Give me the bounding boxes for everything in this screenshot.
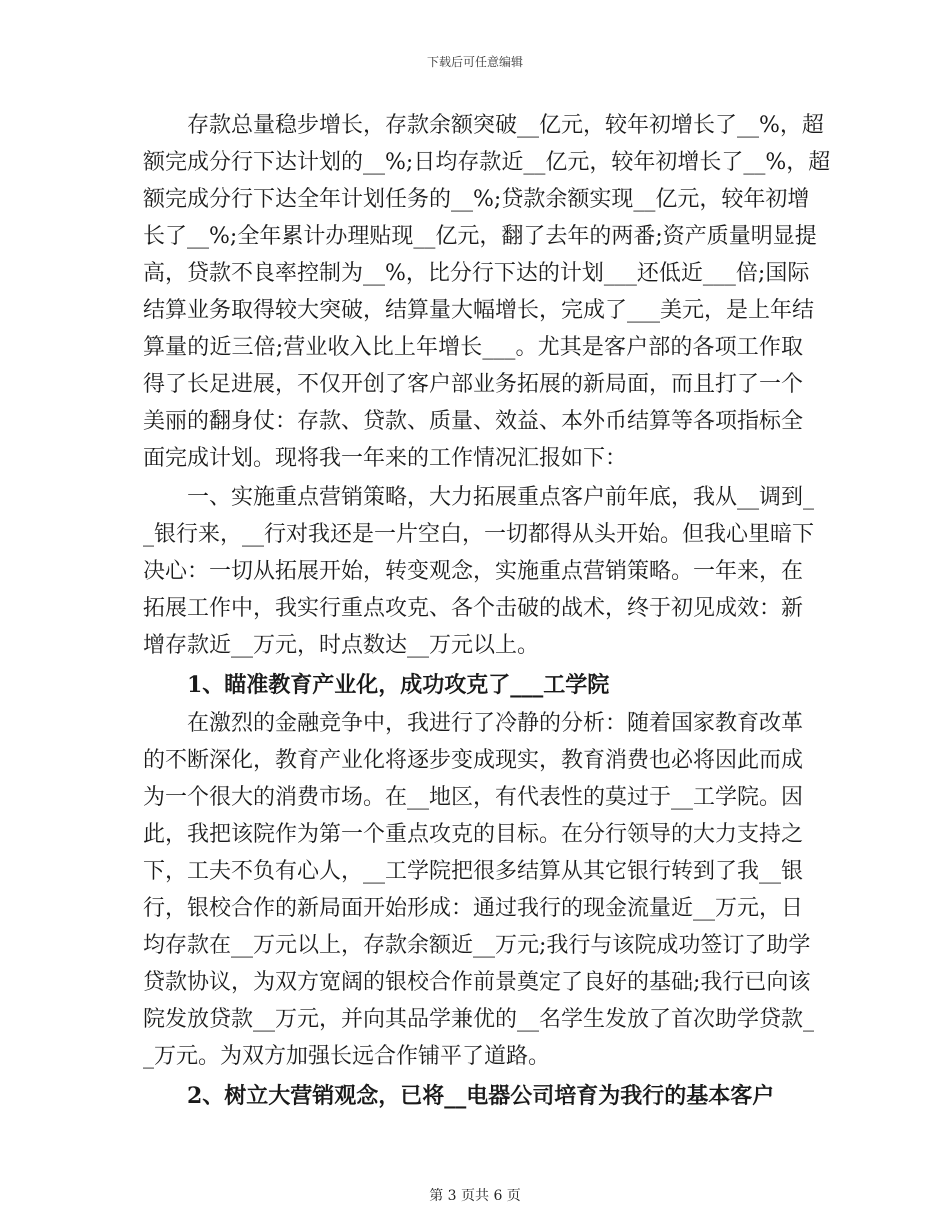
paragraph-line: 行，银校合作的新局面开始形成：通过我行的现金流量近__万元，日 <box>143 896 804 921</box>
paragraph-line: 得了长足进展，不仅开创了客户部业务拓展的新局面，而且打了一个 <box>143 372 804 397</box>
paragraph-line: 为一个很大的消费市场。在__地区，有代表性的莫过于__工学院。因 <box>143 785 804 810</box>
paragraph-line: 额完成分行下达计划的__%;日均存款近__亿元，较年初增长了__%，超 <box>143 150 831 175</box>
paragraph-line: 下，工夫不负有心人，__工学院把很多结算从其它银行转到了我__银 <box>143 859 804 884</box>
paragraph-line: 均存款在__万元以上，存款余额近__万元;我行与该院成功签订了助学 <box>143 933 811 958</box>
paragraph-line: 贷款协议，为双方宽阔的银校合作前景奠定了良好的基础;我行已向该 <box>143 970 811 995</box>
paragraph-line: _银行来，__行对我还是一片空白，一切都得从头开始。但我心里暗下 <box>143 522 815 547</box>
paragraph-line: 面完成计划。现将我一年来的工作情况汇报如下： <box>143 446 628 471</box>
paragraph-line: 院发放贷款__万元，并向其品学兼优的__名学生发放了首次助学贷款_ <box>143 1007 815 1032</box>
paragraph-line: 长了__%;全年累计办理贴现__亿元，翻了去年的两番;资产质量明显提 <box>143 224 817 249</box>
paragraph-line: 决心：一切从拓展开始，转变观念，实施重点营销策略。一年来，在 <box>143 559 804 584</box>
paragraph-line: 美丽的翻身仗：存款、贷款、质量、效益、本外币结算等各项指标全 <box>143 409 804 434</box>
paragraph-line: 增存款近__万元，时点数达__万元以上。 <box>143 633 540 658</box>
paragraph-line: 结算业务取得较大突破，结算量大幅增长，完成了___美元，是上年结 <box>143 298 815 323</box>
paragraph-line: 在激烈的金融竞争中，我进行了冷静的分析：随着国家教育改革 <box>143 711 804 736</box>
paragraph-line: 高，贷款不良率控制为__%，比分行下达的计划___还低近___倍;国际 <box>143 261 810 286</box>
page-header: 下载后可任意编辑 <box>426 55 523 69</box>
page-footer: 第 3 页共 6 页 <box>429 1188 521 1204</box>
paragraph-line: 此，我把该院作为第一个重点攻克的目标。在分行领导的大力支持之 <box>143 822 804 847</box>
paragraph-line: 拓展工作中，我实行重点攻克、各个击破的战术，终于初见成效：新 <box>143 596 804 621</box>
section-heading: 1、瞄准教育产业化，成功攻克了___工学院 <box>143 672 610 698</box>
paragraph-line: 额完成分行下达全年计划任务的__%;贷款余额实现__亿元，较年初增 <box>143 187 810 212</box>
paragraph-line: 存款总量稳步增长，存款余额突破__亿元，较年初增长了__%，超 <box>143 113 824 138</box>
paragraph-line: 的不断深化，教育产业化将逐步变成现实，教育消费也必将因此而成 <box>143 748 804 773</box>
paragraph-line: _万元。为双方加强长远合作铺平了道路。 <box>143 1044 551 1069</box>
section-heading: 2、树立大营销观念，已将__电器公司培育为我行的基本客户 <box>143 1083 775 1109</box>
paragraph-line: 算量的近三倍;营业收入比上年增长___。尤其是客户部的各项工作取 <box>143 335 803 360</box>
paragraph-line: 一、实施重点营销策略，大力拓展重点客户前年底，我从__调到_ <box>143 485 815 510</box>
